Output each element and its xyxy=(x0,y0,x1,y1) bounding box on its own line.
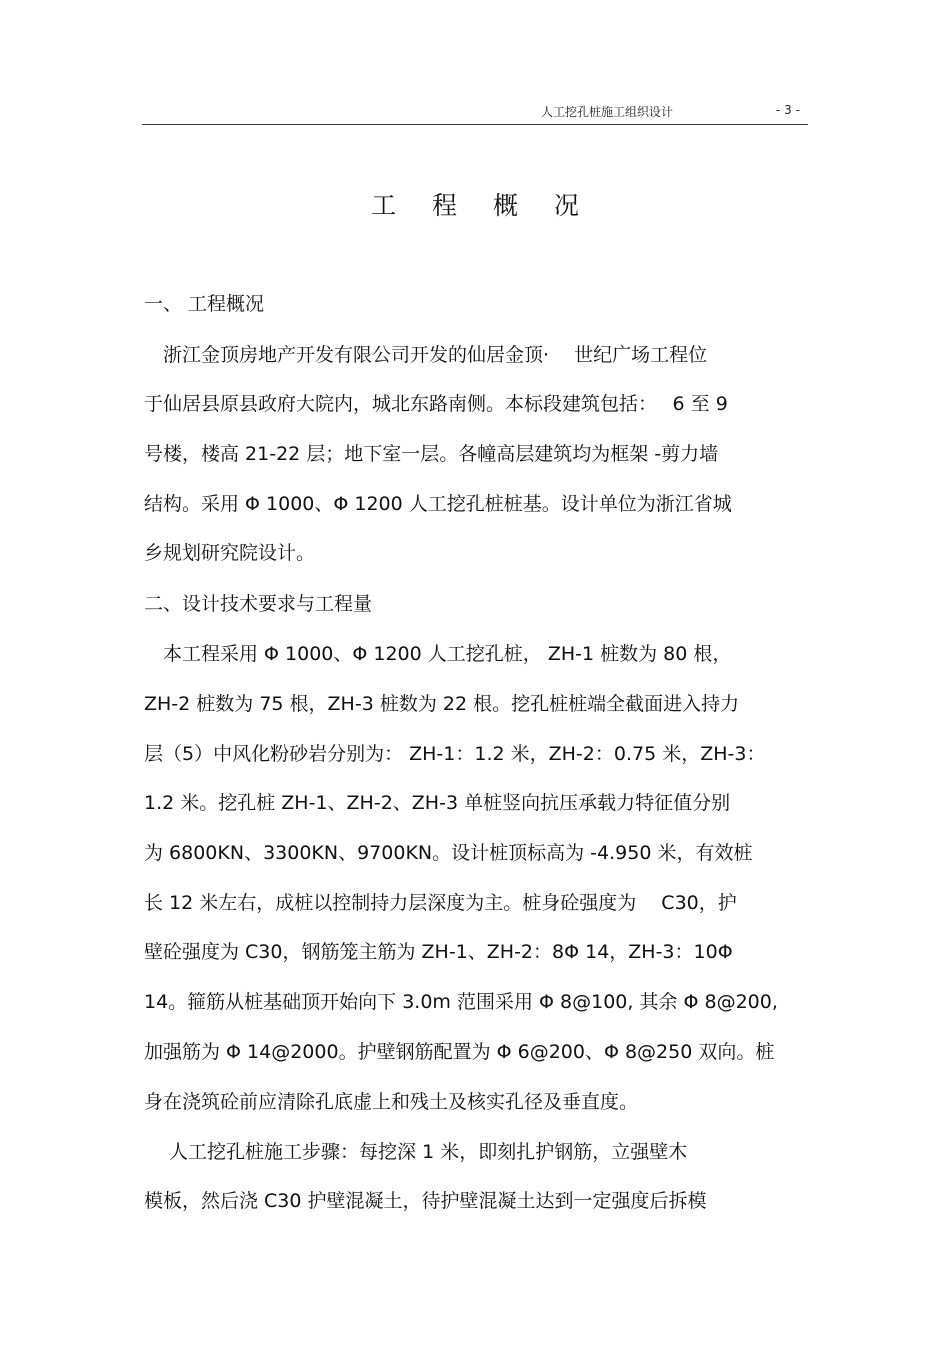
section-heading-requirements: 二、设计技术要求与工程量 xyxy=(144,593,373,615)
paragraph-line: 长 12 米左右，成桩以控制持力层深度为主。桩身砼强度为 C30，护 xyxy=(144,892,737,914)
paragraph-line: 1.2 米。挖孔桩 ZH-1、ZH-2、ZH-3 单桩竖向抗压承载力特征值分别 xyxy=(144,792,731,814)
paragraph-line: 人工挖孔桩施工步骤：每挖深 1 米，即刻扎护钢筋，立强壁木 xyxy=(144,1141,688,1163)
running-header-title: 人工挖孔桩施工组织设计 xyxy=(541,105,674,119)
header-divider xyxy=(142,124,808,125)
paragraph-line: ZH-2 桩数为 75 根，ZH-3 桩数为 22 根。挖孔桩桩端全截面进入持力 xyxy=(144,693,740,715)
section-heading-overview: 一、 工程概况 xyxy=(144,293,265,315)
paragraph-line: 层（5）中风化粉砂岩分别为： ZH-1：1.2 米，ZH-2：0.75 米，ZH-3： xyxy=(144,743,766,765)
document-title: 工 程 概 况 xyxy=(371,191,593,220)
page-number: - 3 - xyxy=(776,103,800,117)
paragraph-line: 浙江金顶房地产开发有限公司开发的仙居金顶· 世纪广场工程位 xyxy=(144,344,708,366)
paragraph-line: 结构。采用 Φ 1000、Φ 1200 人工挖孔桩桩基。设计单位为浙江省城 xyxy=(144,493,732,515)
paragraph-line: 号楼，楼高 21-22 层；地下室一层。各幢高层建筑均为框架 -剪力墙 xyxy=(144,443,719,465)
paragraph-line: 加强筋为 Φ 14@2000。护壁钢筋配置为 Φ 6@200、Φ 8@250 双向。桩 xyxy=(144,1041,775,1063)
paragraph-line: 本工程采用 Φ 1000、Φ 1200 人工挖孔桩， ZH-1 桩数为 80 根， xyxy=(144,643,732,665)
paragraph-line: 为 6800KN、3300KN、9700KN。设计桩顶标高为 -4.950 米，有效桩 xyxy=(144,842,753,864)
paragraph-line: 于仙居县原县政府大院内，城北东路南侧。本标段建筑包括： 6 至 9 xyxy=(144,393,728,415)
paragraph-line: 14。箍筋从桩基础顶开始向下 3.0m 范围采用 Φ 8@100, 其余 Φ 8@200, xyxy=(144,991,778,1013)
paragraph-line: 乡规划研究院设计。 xyxy=(144,542,316,564)
paragraph-line: 身在浇筑砼前应清除孔底虚上和残土及核实孔径及垂直度。 xyxy=(144,1091,639,1113)
paragraph-line: 壁砼强度为 C30，钢筋笼主筋为 ZH-1、ZH-2：8Φ 14，ZH-3：10Φ xyxy=(144,941,733,963)
paragraph-line: 模板，然后浇 C30 护壁混凝土，待护壁混凝土达到一定强度后拆模 xyxy=(144,1190,707,1212)
